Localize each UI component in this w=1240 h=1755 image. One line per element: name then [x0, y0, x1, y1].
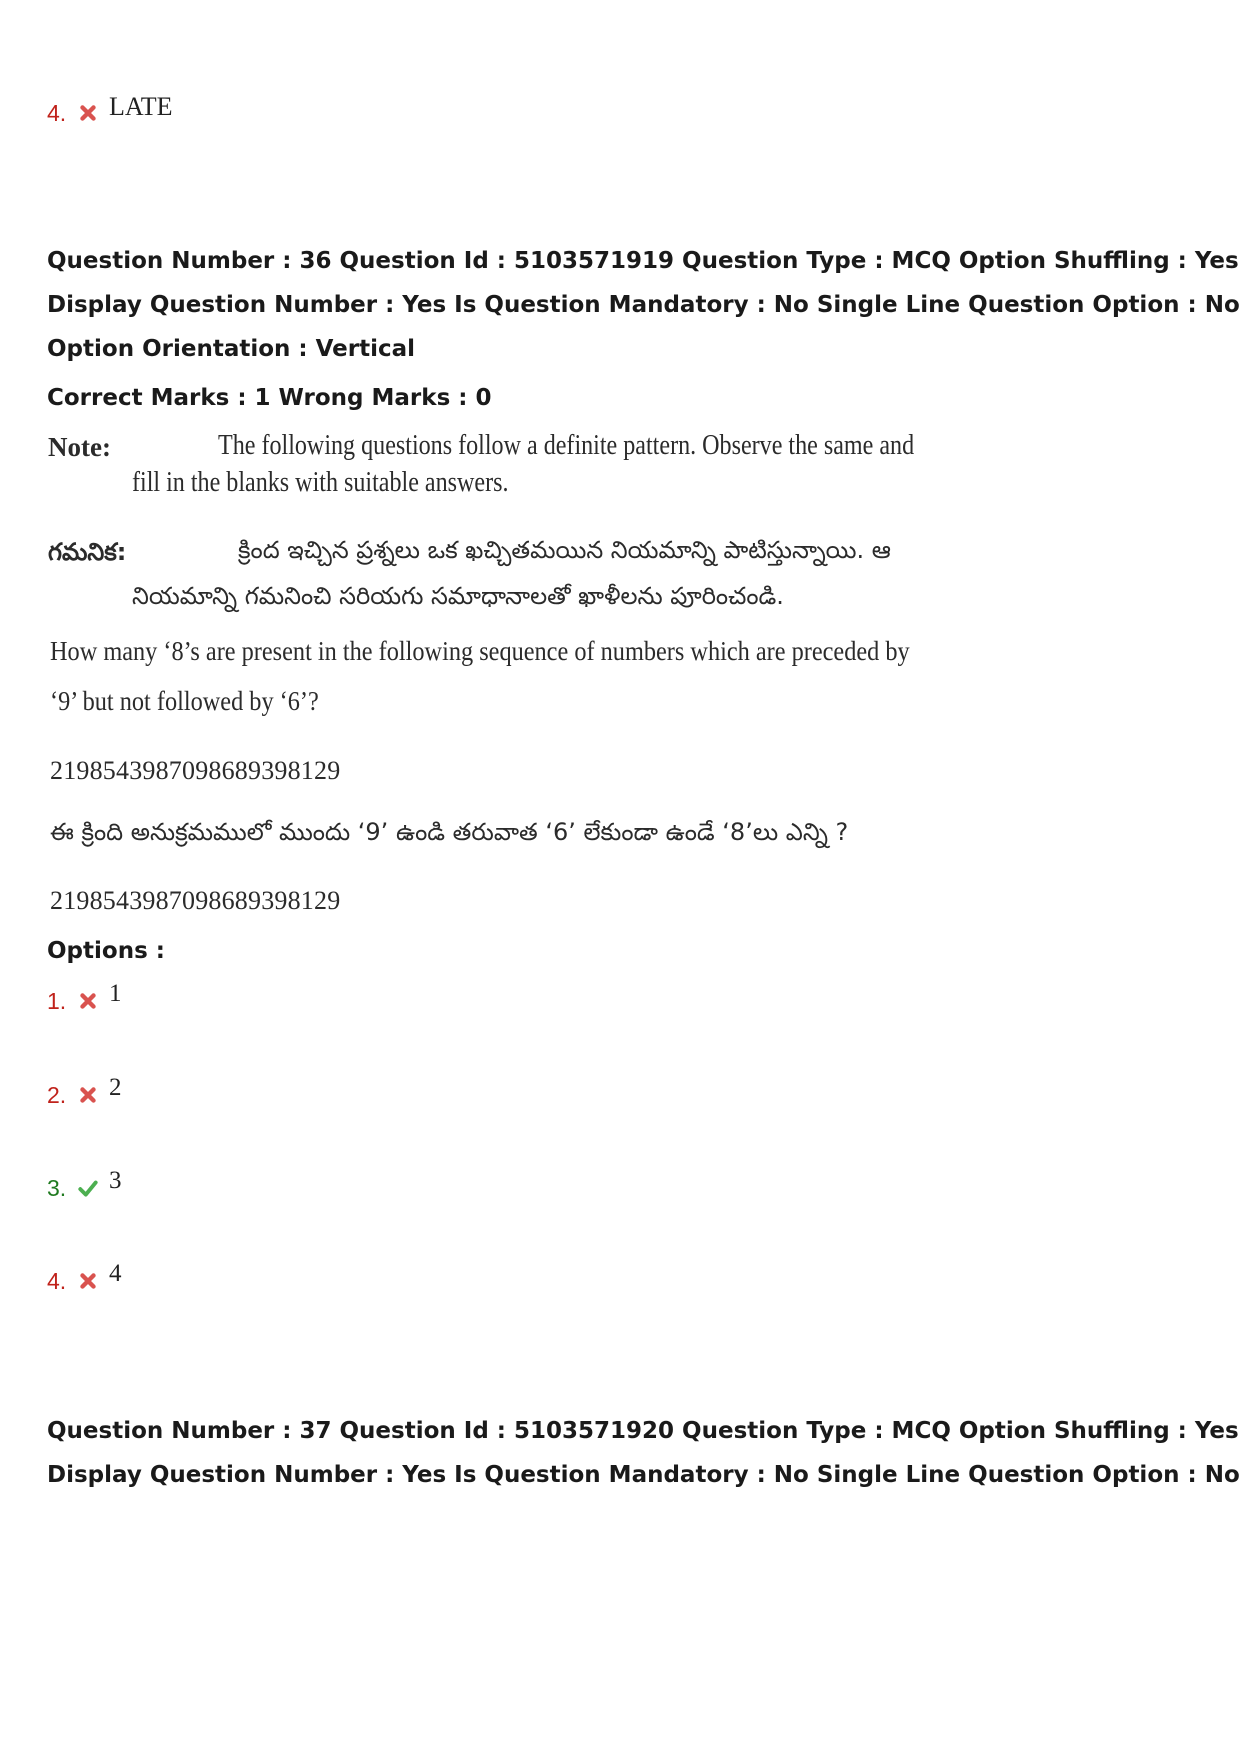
- question-meta-line1: Question Number : 36 Question Id : 5103571919 Question Type : MCQ Option Shuffling : Yes: [47, 248, 1239, 274]
- next-question-meta-line1: Question Number : 37 Question Id : 5103571920 Question Type : MCQ Option Shuffling : Yes: [47, 1418, 1239, 1444]
- note-telugu-line1: క్రింద ఇచ్చిన ప్రశ్నలు ఒక ఖచ్చితమయిన నియమాన్ని పాటిస్తున్నాయి. ఆ: [238, 536, 891, 564]
- cross-icon: [77, 102, 99, 124]
- option-number: 4.: [47, 1268, 67, 1294]
- question-meta-line3: Option Orientation : Vertical: [47, 336, 416, 362]
- note-label-telugu: గమనిక:: [48, 538, 127, 566]
- question-english-line2: ‘9’ but not followed by ‘6’?: [50, 686, 319, 716]
- option-number: 4.: [47, 100, 67, 126]
- option-number: 3.: [47, 1175, 67, 1201]
- next-question-meta-line2: Display Question Number : Yes Is Question Mandatory : No Single Line Question Option : No: [47, 1462, 1240, 1488]
- option-text: LATE: [109, 92, 173, 121]
- options-label: Options :: [47, 938, 165, 964]
- option-text: 2: [109, 1074, 122, 1101]
- option-number: 1.: [47, 988, 67, 1014]
- cross-icon: [77, 1084, 99, 1106]
- option-number: 2.: [47, 1082, 67, 1108]
- question-meta-line2: Display Question Number : Yes Is Question Mandatory : No Single Line Question Option : No: [47, 292, 1240, 318]
- cross-icon: [77, 1270, 99, 1292]
- note-label: Note:: [48, 432, 111, 462]
- option-3: [47, 1167, 122, 1202]
- number-sequence-telugu: 2198543987098689398129: [50, 886, 341, 915]
- option-1: [47, 980, 122, 1015]
- marks-line: Correct Marks : 1 Wrong Marks : 0: [47, 385, 492, 411]
- question-english-line1: How many ‘8’s are present in the following sequence of numbers which are preceded by: [50, 636, 910, 666]
- question-telugu: ఈ క్రింది అనుక్రమములో ముందు ‘9’ ఉండి తరువాత ‘6’ లేకుండా ఉండే ‘8’లు ఎన్ని ?: [50, 818, 849, 846]
- check-icon: [77, 1177, 99, 1199]
- note-telugu-line2: నియమాన్ని గమనించి సరియగు సమాధానాలతో ఖాళీలను పూరించండి.: [132, 582, 784, 610]
- prev-option-4: [47, 92, 173, 127]
- cross-icon: [77, 990, 99, 1012]
- option-4: [47, 1260, 122, 1295]
- note-line1: The following questions follow a definite pattern. Observe the same and: [218, 430, 915, 461]
- option-2: [47, 1074, 122, 1109]
- option-text: 4: [109, 1260, 122, 1287]
- number-sequence-english: 2198543987098689398129: [50, 756, 341, 785]
- option-text: 1: [109, 980, 122, 1007]
- option-text: 3: [109, 1167, 122, 1194]
- note-line2: fill in the blanks with suitable answers.: [132, 467, 509, 498]
